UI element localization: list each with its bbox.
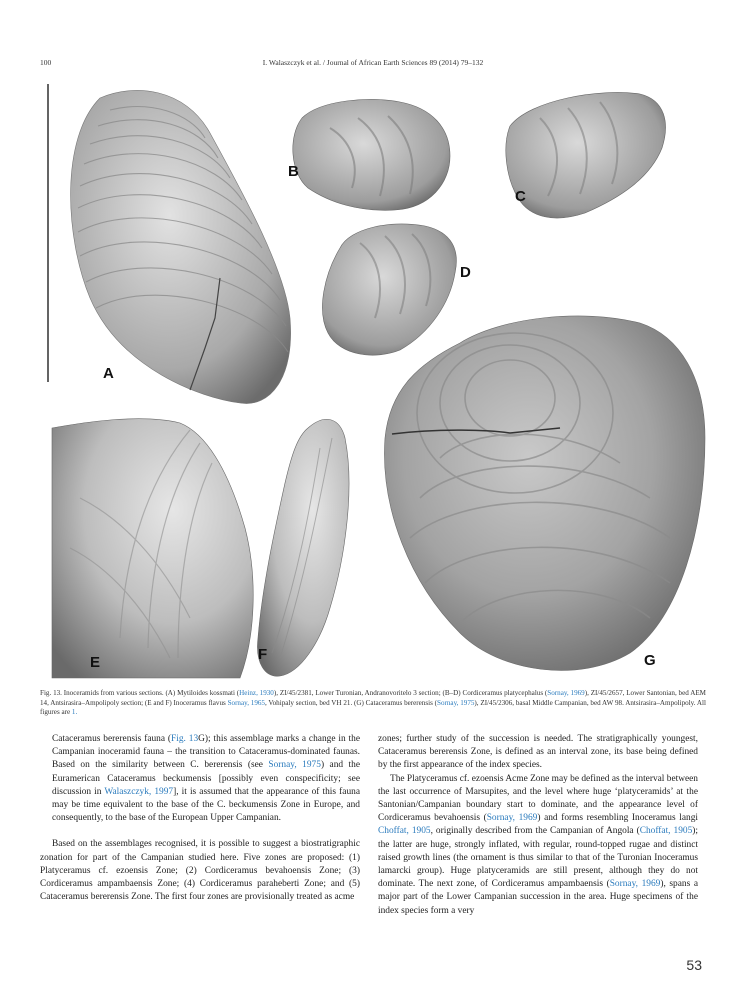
label-b: B bbox=[288, 163, 299, 180]
label-d: D bbox=[460, 264, 471, 281]
text-run: ], it is assumed that the appearance of this fauna may be time equivalent to the base of the C. beckumensis Zone in Europe, and consequently, to the base of the European Upper Campanian. bbox=[52, 786, 360, 824]
caption-text: ), ZI/45/2381, Lower Turonian, Andranovoritelo 3 section; (B–D) Cordiceramus platycephalus ( bbox=[273, 689, 548, 697]
journal-citation: I. Walaszczyk et al. / Journal of African Earth Sciences 89 (2014) 79–132 bbox=[262, 58, 484, 67]
specimen-f bbox=[257, 419, 349, 676]
specimen-c bbox=[506, 92, 666, 218]
text-run: ); the latter are huge, strongly inflated, with regular, round-topped rugae and distinct raised growth lines (the ornament is thus similar to that of the Turonian Inoceramus lamarcki group). Huge platyceramids are still present, although they do not dominate. The next zone, of Cordiceramus ampambaensis ( bbox=[378, 826, 699, 890]
citation-link[interactable]: Sornay, 1969 bbox=[486, 813, 538, 824]
caption-ref-link[interactable]: Heinz, 1930 bbox=[239, 689, 274, 697]
citation-link[interactable]: Walaszczyk, 1997 bbox=[104, 786, 174, 797]
caption-text: , Vohipaly section, bed VH 21. (G) Cataceramus bererensis ( bbox=[264, 698, 438, 707]
figure-caption bbox=[40, 689, 706, 718]
text-run: ) and forms resembling Inoceramus langi bbox=[537, 813, 698, 824]
fossil-plate-image bbox=[40, 78, 706, 680]
running-header bbox=[40, 58, 706, 70]
caption-ref-link[interactable]: Sornay, 1969 bbox=[547, 689, 585, 697]
caption-scale-link[interactable]: 1. bbox=[71, 708, 78, 716]
citation-link[interactable]: Sornay, 1975 bbox=[268, 760, 321, 771]
caption-text: Fig. 13. Inoceramids from various sections. (A) Mytiloides kossmati ( bbox=[40, 689, 240, 697]
label-e: E bbox=[90, 654, 101, 671]
figure-13-plate bbox=[40, 78, 706, 680]
text-run: Cataceramus bererensis fauna ( bbox=[52, 734, 172, 744]
caption-text: ), ZI/45/2306, basal Middle Campanian, bed AW 98. Antsirasira–Ampolipoly. All figures are bbox=[40, 698, 706, 716]
caption-text: ), ZI/45/2657, Lower Santonian, bed AEM 14, Antsirasira–Ampolipoly section; (E and F) Inoceramus flavus bbox=[40, 689, 706, 707]
paragraph: zones; further study of the succession is needed. The stratigraphically youngest, Cataceramus bererensis Zone, is defined as an interval zone, its base being defined by the first appearance of the index species. bbox=[378, 734, 698, 771]
specimen-e bbox=[52, 419, 253, 678]
paragraph bbox=[40, 733, 360, 825]
viewer-page-number: 53 bbox=[686, 957, 702, 973]
label-c: C bbox=[515, 188, 526, 205]
text-run: The Platyceramus cf. ezoensis Acme Zone may be defined as the interval between the last occurrence of Marsupites, and the level where huge ‘platyceramids’ at the Santonian/Campanian boundary start to dominate, and the appearance level of Cordiceramus bevahoensis ( bbox=[378, 773, 698, 824]
body-column-left bbox=[40, 733, 360, 904]
label-a: A bbox=[103, 365, 114, 382]
text-run: , originally described from the Campanian of Angola ( bbox=[430, 826, 640, 837]
caption-ref-link[interactable]: Sornay, 1975 bbox=[437, 698, 475, 707]
label-f: F bbox=[258, 646, 268, 663]
specimen-d bbox=[322, 224, 456, 355]
specimen-g bbox=[384, 316, 705, 670]
label-g: G bbox=[644, 652, 656, 669]
text-run: ) and the Euramerican Cataceramus beckumensis [possibly even conspecificity; see discussion in bbox=[52, 760, 360, 797]
text-run: ), spans a major part of the Lower Campanian succession in the area. Huge specimens of the index species form a very bbox=[378, 879, 698, 916]
paragraph bbox=[378, 773, 698, 918]
paragraph: Based on the assemblages recognised, it is possible to suggest a biostratigraphic zonation for part of the Campanian studied here. Five zones are proposed: (1) Platyceramus cf. ezoensis Zone; (2) Cordiceramus bevahoensis Zone; (3) Cordiceramus ampambaensis Zone; (4) Cordiceramus paraheberti Zone; and (5) Cataceramus bererensis Zone. The first four zones are provisionally treated as acme bbox=[40, 839, 360, 903]
text-run: G); this assemblage marks a change in the Campanian inoceramid fauna – the transition to Cataceramus-dominated faunas. Based on the similarity between C. bererensis (see bbox=[52, 734, 360, 771]
specimen-a bbox=[71, 90, 291, 403]
citation-link[interactable]: Sornay, 1969 bbox=[609, 879, 661, 890]
citation-link[interactable]: Choffat, 1905 bbox=[639, 826, 693, 837]
caption-ref-link[interactable]: Sornay, 1965 bbox=[227, 698, 265, 707]
figure-ref-link[interactable]: Fig. 13 bbox=[171, 734, 199, 744]
body-column-right bbox=[378, 733, 698, 918]
header-page-number: 100 bbox=[40, 58, 52, 67]
citation-link[interactable]: Choffat, 1905 bbox=[378, 826, 431, 837]
specimen-b bbox=[293, 99, 450, 210]
